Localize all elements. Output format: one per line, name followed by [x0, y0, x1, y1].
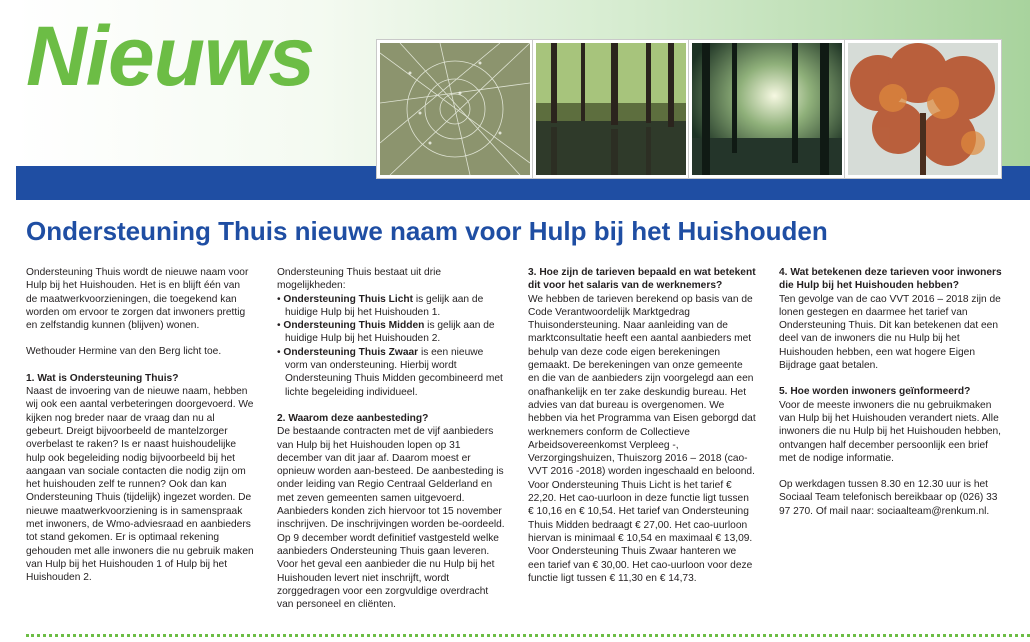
footer-dotted-divider — [26, 634, 1030, 637]
section-4 — [779, 266, 1007, 372]
section-3 — [528, 266, 756, 585]
section-3-heading: 3. Hoe zijn de tarieven bepaald en wat betekent dit voor het salaris van de werknemers? — [528, 267, 756, 292]
section-5-body: Voor de meeste inwoners die nu gebruikmaken van Hulp bij het Huishouden verandert niets. Alle inwoners die nu Hulp bij het Huishouden hebben, ontvangen half december persoonlijk een brief met de nodige informatie. — [779, 399, 1002, 464]
sunlit-forest-photo — [689, 40, 845, 178]
article-column-4 — [779, 266, 1007, 531]
article-headline: Ondersteuning Thuis nieuwe naam voor Hulp bij het Huishouden — [26, 216, 828, 246]
forest-lake-photo — [533, 40, 689, 178]
options-list — [277, 293, 505, 399]
list-item: • Ondersteuning Thuis Zwaar is een nieuwe vorm van ondersteuning. Hierbij wordt Ondersteuning Thuis Midden gecombineerd met lichte begeleiding individueel. — [277, 346, 503, 398]
option-zwaar-label: Ondersteuning Thuis Zwaar — [283, 346, 419, 358]
section-5-heading: 5. Hoe worden inwoners geïnformeerd? — [779, 386, 971, 398]
option-midden-label: Ondersteuning Thuis Midden — [283, 320, 425, 332]
option-midden-text: is gelijk aan de huidige Hulp bij het Huishouden 2. — [285, 320, 495, 345]
options-intro: Ondersteuning Thuis bestaat uit drie mogelijkheden: — [277, 267, 442, 292]
intro-paragraph: Ondersteuning Thuis wordt de nieuwe naam voor Hulp bij het Huishouden. Het is en blijft één van de maatwerkvoorzieningen, die toegekend kan worden om ervoor te zorgen dat inwoners prettig en zelfstandig kunnen (blijven) wonen. — [26, 267, 249, 332]
section-2-heading: 2. Waarom deze aanbesteding? — [277, 412, 429, 424]
section-1 — [26, 372, 254, 585]
section-3-body: We hebben de tarieven berekend op basis van de Code Verantwoordelijk Marktgedrag Thuisondersteuning. Naar aanleiding van de marktconsultatie heeft een aantal aanbieders met behulp van deze code eigen berekeningen gemaakt. De berekeningen van onze gemeente en die van de aanbieders zijn voorgelegd aan een onafhankelijk en ter zake deskundig bureau. Het advies van dat bureau is overgenomen. We hebben via het Programma van Eisen geborgd dat werknemers conform de Collectieve Arbeidsovereenkomst Verpleeg -, Verzorgingshuizen, Thuiszorg 2016 – 2018 (cao-VVT 2016 -2018) worden ingeschaald en beloond. Voor Ondersteuning Thuis Licht is het tarief € 22,20. Het cao-uurloon in deze functie ligt tussen € 10,16 en € 10,54. Het tarief van Ondersteuning Thuis Midden bedraagt € 27,00. Het cao-uurloon hiervan is minimaal € 10,54 en maximaal € 13,09. Voor Ondersteuning Thuis Zwaar hanteren we een tarief van € 30,00. Het cao-uurloon voor deze functie ligt tussen € 11,30 en € 14,73. — [528, 293, 756, 584]
masthead-title: Nieuws — [26, 9, 315, 103]
list-item: • Ondersteuning Thuis Licht is gelijk aan de huidige Hulp bij het Huishouden 1. — [277, 293, 484, 318]
article-column-2 — [277, 266, 505, 624]
section-1-heading: 1. Wat is Ondersteuning Thuis? — [26, 372, 179, 384]
spiderweb-dew-photo — [377, 40, 533, 178]
section-2-body: De bestaande contracten met de vijf aanbieders van Hulp bij het Huishouden lopen op 31 december van dit jaar af. Daarom moest er opnieuw worden aan-besteed. De aanbesteding is onder leiding van Regio Centraal Gelderland en met zeven gemeenten samen uitgevoerd. Aanbieders konden zich hiervoor tot 15 november inschrijven. De inschrijvingen worden be-oordeeld. Op 9 december wordt definitief vastgesteld welke aanbieders Ondersteuning Thuis gaan leveren. Voor het geval een aanbieder die nu Hulp bij het Huishouden levert niet inschrijft, wordt zorggedragen voor een zorgvuldige overdracht van personeel en cliënten. — [277, 426, 505, 611]
option-zwaar-text: is een nieuwe vorm van ondersteuning. Hierbij wordt Ondersteuning Thuis Midden gecombineerd met lichte begeleiding individueel. — [285, 346, 503, 398]
option-licht-text: is gelijk aan de huidige Hulp bij het Huishouden 1. — [285, 293, 484, 318]
option-licht-label: Ondersteuning Thuis Licht — [283, 293, 414, 305]
section-5 — [779, 385, 1007, 465]
section-2 — [277, 412, 505, 611]
contact-paragraph: Op werkdagen tussen 8.30 en 12.30 uur is het Sociaal Team telefonisch bereikbaar op (026) 33 97 270. Of mail naar: sociaalteam@renkum.nl. — [779, 479, 998, 517]
section-1-body: Naast de invoering van de nieuwe naam, hebben wij ook een aantal verbeteringen doorgevoerd. We kijken nog breder naar de vraag dan nu al gebeurt. Dreigt bijvoorbeeld de mantelzorger overbelast te raken? Is er naast huishoudelijke hulp ook begeleiding nodig bijvoorbeeld bij het aangaan van sociale contacten die nodig zijn om het huishouden zelf te runnen? Ook dan kan Ondersteuning Thuis (tijdelijk) ingezet worden. De nieuwe maatwerkvoorziening is in samenspraak met inwoners, de Wmo-adviesraad en aanbieders tot stand gekomen. Er is optimaal rekening gehouden met alle inwoners die nu gebruik maken van Hulp bij het Huishouden 1 of Hulp bij het Huishouden 2. — [26, 386, 254, 584]
article-column-3 — [528, 266, 756, 598]
article-column-1 — [26, 266, 254, 598]
alderman-paragraph: Wethouder Hermine van den Berg licht toe. — [26, 346, 222, 358]
section-4-heading: 4. Wat betekenen deze tarieven voor inwoners die Hulp bij het Huishouden hebben? — [779, 267, 1002, 292]
list-item: • Ondersteuning Thuis Midden is gelijk aan de huidige Hulp bij het Huishouden 2. — [277, 320, 495, 345]
section-4-body: Ten gevolge van de cao VVT 2016 – 2018 zijn de lonen gestegen en daarmee het tarief van Ondersteuning Thuis. Dit kan betekenen dat een deel van de inwoners die nu Hulp bij het Huishouden hebben, een wat hogere Eigen Bijdrage gaat betalen. — [779, 293, 1001, 372]
autumn-tree-photo — [845, 40, 1001, 178]
